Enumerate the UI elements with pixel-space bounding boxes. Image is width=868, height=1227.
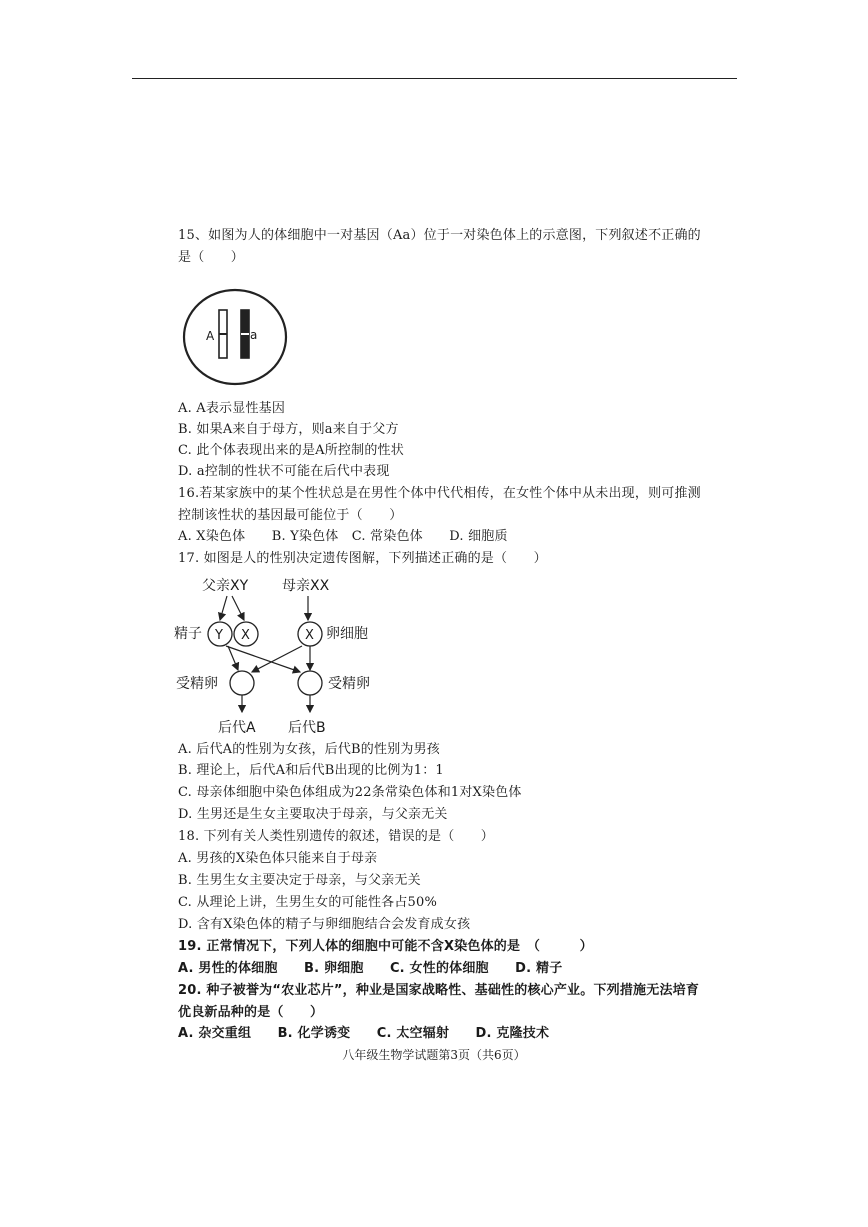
- q17-option-c: C. 母亲体细胞中染色体组成为22条常染色体和1对X染色体: [178, 785, 522, 800]
- q18-option-a: A. 男孩的X染色体只能来自于母亲: [178, 851, 378, 866]
- mother-label: 母亲XX: [282, 578, 330, 594]
- q20-stem-line2: 优良新品种的是（ ）: [178, 1005, 324, 1020]
- page-footer: 八年级生物学试题第3页（共6页）: [342, 1048, 526, 1062]
- q20-stem-line1: 20. 种子被誉为“农业芯片”，种业是国家战略性、基础性的核心产业。下列措施无法培育: [178, 983, 700, 998]
- arrow-father-y: [220, 596, 227, 620]
- q16-stem-line2: 控制该性状的基因最可能位于（ ）: [178, 508, 403, 523]
- egg-x-text: X: [305, 628, 314, 643]
- q15-option-b: B. 如果A来自于母方，则a来自于父方: [178, 422, 399, 437]
- q15-chromosome-diagram: [182, 288, 288, 386]
- sperm-x-text: X: [241, 628, 250, 643]
- q17-option-d: D. 生男还是生女主要取决于母亲，与父亲无关: [178, 807, 448, 822]
- q15-option-a: A. A表示显性基因: [178, 401, 286, 416]
- q18-option-c: C. 从理论上讲，生男生女的可能性各占50%: [178, 895, 438, 910]
- q15-option-d: D. a控制的性状不可能在后代中表现: [178, 464, 390, 479]
- q15-stem-line1: 15、如图为人的体细胞中一对基因（Aa）位于一对染色体上的示意图，下列叙述不正确的: [178, 228, 701, 243]
- q15-option-c: C. 此个体表现出来的是A所控制的性状: [178, 443, 404, 458]
- top-rule: [132, 78, 737, 79]
- q17-stem: 17. 如图是人的性别决定遗传图解，下列描述正确的是（ ）: [178, 551, 547, 566]
- q19-stem: 19. 正常情况下，下列人体的细胞中可能不含X染色体的是 （ ）: [178, 939, 593, 954]
- q18-option-b: B. 生男生女主要决定于母亲，与父亲无关: [178, 873, 421, 888]
- gene-label-A: A: [206, 329, 215, 343]
- zygote-left-label: 受精卵: [176, 676, 218, 692]
- q16-options: A. X染色体 B. Y染色体 C. 常染色体 D. 细胞质: [178, 529, 508, 544]
- offspring-a-label: 后代A: [218, 720, 256, 736]
- zygote-right: [298, 671, 322, 695]
- q15-stem-line2: 是（ ）: [178, 250, 245, 265]
- q20-options: A. 杂交重组 B. 化学诱变 C. 太空辐射 D. 克隆技术: [178, 1026, 550, 1041]
- zygote-right-label: 受精卵: [328, 676, 370, 692]
- q17-sex-determination-diagram: [172, 572, 392, 740]
- q16-stem-line1: 16.若某家族中的某个性状总是在男性个体中代代相传，在女性个体中从未出现，则可推测: [178, 486, 701, 501]
- gene-label-a: a: [250, 328, 258, 342]
- arrow-egg-to-left-zygote: [252, 646, 302, 672]
- egg-label: 卵细胞: [326, 626, 368, 642]
- offspring-b-label: 后代B: [288, 720, 326, 736]
- q17-option-a: A. 后代A的性别为女孩，后代B的性别为男孩: [178, 742, 440, 757]
- q18-option-d: D. 含有X染色体的精子与卵细胞结合会发育成女孩: [178, 917, 471, 932]
- q18-stem: 18. 下列有关人类性别遗传的叙述，错误的是（ ）: [178, 829, 495, 844]
- arrow-father-x: [232, 596, 244, 620]
- zygote-left: [230, 671, 254, 695]
- q19-options: A. 男性的体细胞 B. 卵细胞 C. 女性的体细胞 D. 精子: [178, 961, 563, 976]
- cell-outline: [184, 290, 286, 384]
- sperm-y-text: Y: [215, 628, 223, 643]
- sperm-label: 精子: [174, 626, 202, 642]
- father-label: 父亲XY: [202, 578, 249, 594]
- q17-option-b: B. 理论上，后代A和后代B出现的比例为1：1: [178, 763, 444, 778]
